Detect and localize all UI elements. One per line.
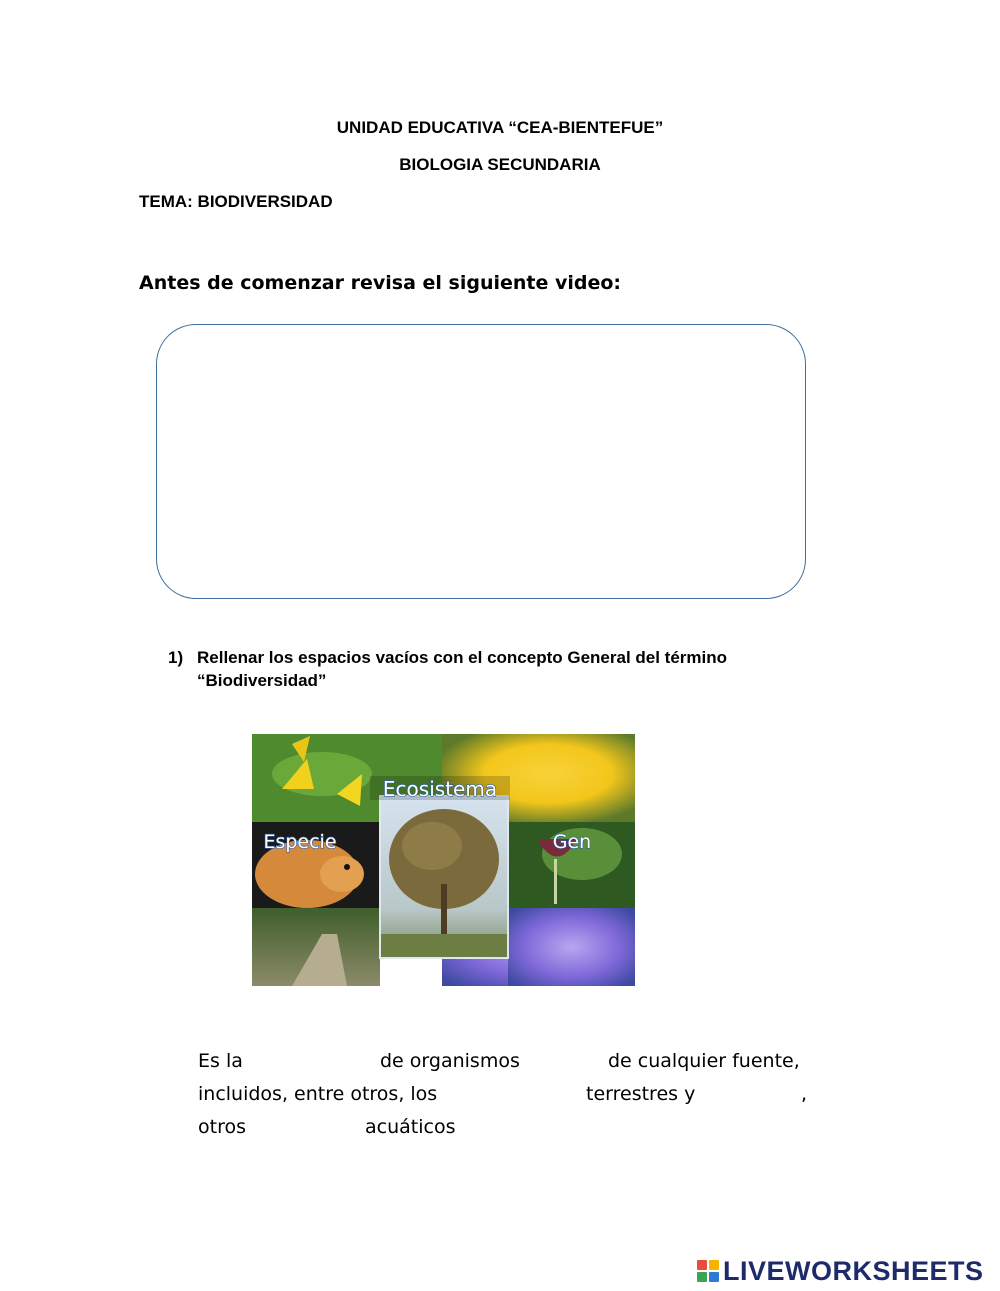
para-line2-c: ,	[801, 1083, 808, 1105]
label-species: Especie	[263, 831, 337, 853]
label-gene: Gen	[552, 831, 592, 853]
topic-title: TEMA: BIODIVERSIDAD	[139, 192, 333, 211]
intro-text: Antes de comenzar revisa el siguiente video:	[139, 272, 622, 294]
question-number: 1)	[168, 648, 184, 667]
para-line2-a: incluidos, entre otros, los	[198, 1083, 438, 1105]
question-line-2: “Biodiversidad”	[197, 671, 327, 690]
logo-block-red	[697, 1260, 707, 1270]
logo-brand-text: LIVEWORKSHEETS	[723, 1255, 984, 1286]
school-title: UNIDAD EDUCATIVA “CEA-BIENTEFUE”	[336, 118, 664, 137]
logo-block-blue	[709, 1272, 719, 1282]
subject-title: BIOLOGIA SECUNDARIA	[399, 155, 601, 174]
logo-block-yellow	[709, 1260, 719, 1270]
question-line-1: Rellenar los espacios vacíos con el concepto General del término	[197, 648, 728, 667]
biodiversity-collage	[252, 734, 635, 986]
question-text	[197, 646, 837, 692]
para-line3-a: otros	[198, 1116, 246, 1138]
video-frame[interactable]	[156, 324, 806, 599]
para-line2-b: terrestres y	[586, 1083, 696, 1105]
liveworksheets-logo	[697, 1256, 984, 1286]
para-line1-b: de organismos	[380, 1050, 520, 1072]
para-line1-a: Es la	[198, 1050, 243, 1072]
logo-blocks-icon	[697, 1260, 719, 1282]
logo-block-green	[697, 1272, 707, 1282]
label-ecosystem: Ecosistema	[382, 777, 498, 801]
para-line1-c: de cualquier fuente,	[608, 1050, 800, 1072]
para-line3-b: acuáticos	[365, 1116, 456, 1138]
